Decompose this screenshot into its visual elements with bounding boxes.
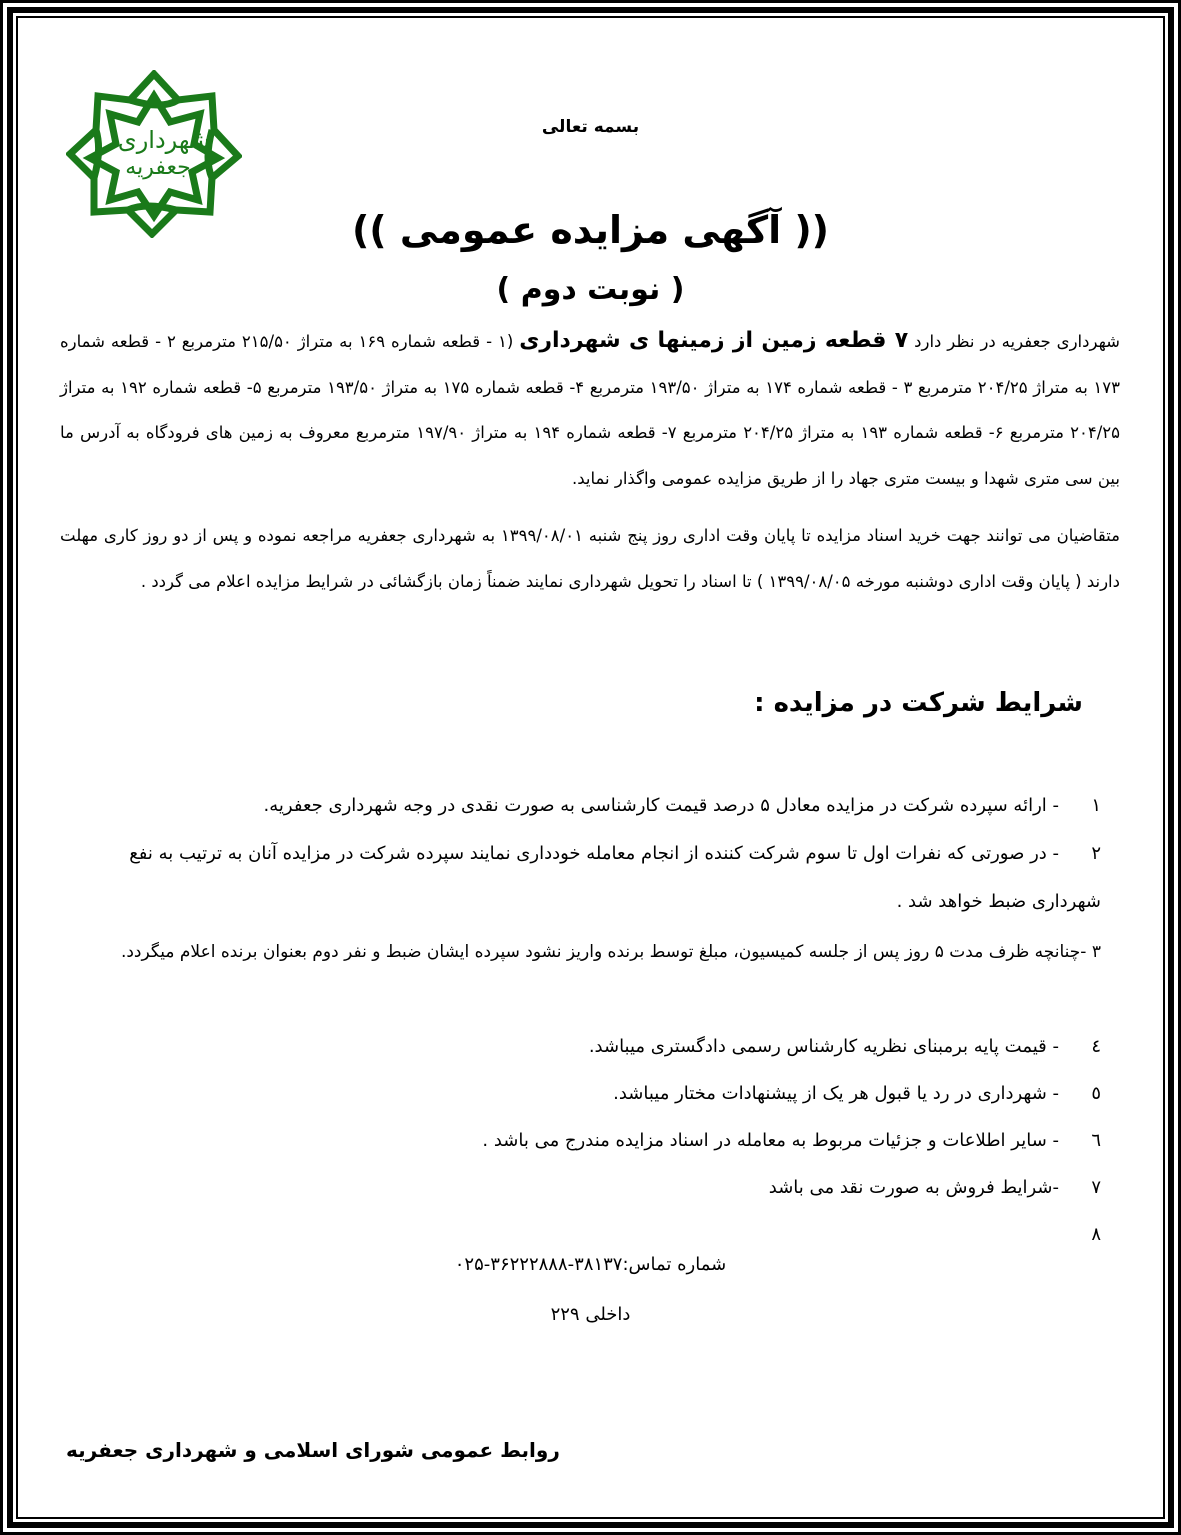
condition-text: - ارائه سپرده شرکت در مزایده معادل ۵ درصد قیمت کارشناسی به صورت نقدی در وجه شهرداری جعفریه.: [263, 795, 1059, 816]
intro-paragraph: [60, 318, 1120, 501]
condition-number: ٥: [1091, 1083, 1101, 1104]
condition-text: - شهرداری در رد یا قبول هر یک از پیشنهادات مختار میباشد.: [613, 1083, 1059, 1104]
condition-number: ۲: [1091, 843, 1101, 864]
notice-round: ( نوبت دوم ): [496, 272, 685, 307]
notice-title: (( آگهی مزایده عمومی )): [351, 208, 830, 252]
condition-number: ۳: [1091, 942, 1101, 962]
condition-item: [61, 1164, 1101, 1211]
footer-signature: روابط عمومی شورای اسلامی و شهرداری جعفریه: [66, 1438, 560, 1462]
intro-prefix: شهرداری جعفریه در نظر دارد: [908, 332, 1120, 351]
contact-phone: شماره تماس:۳۸۱۳۷-۳۶۲۲۲۸۸۸-۰۲۵: [454, 1254, 727, 1275]
intro-details: (۱ - قطعه شماره ۱۶۹ به متراژ ۲۱۵/۵۰ مترمربع ۲ - قطعه شماره ۱۷۳ به متراژ ۲۰۴/۲۵ مترمربع ۳ - قطعه شماره ۱۷۴ به متراژ ۱۹۳/۵۰ مترمربع ۴- قطعه شماره ۱۷۵ به متراژ ۱۹۳/۵۰ مترمربع ۵- قطعه شماره ۱۹۲ به متراژ ۲۰۴/۲۵ مترمربع ۶- قطعه شماره ۱۹۳ به متراژ ۲۰۴/۲۵ مترمربع ۷- قطعه شماره ۱۹۴ به متراژ ۱۹۷/۹۰ مترمربع معروف به زمین های فرودگاه به آدرس ما بین سی متری شهدا و بیست متری جهاد را از طریق مزایده عمومی واگذار نماید.: [60, 332, 1121, 488]
condition-item: [61, 928, 1101, 976]
condition-number: ۸: [1091, 1224, 1101, 1245]
condition-item: [61, 830, 1101, 926]
intro-bold-subject: ۷ قطعه زمین از زمینها ی شهرداری: [519, 328, 909, 353]
condition-number: ٦: [1091, 1130, 1101, 1151]
conditions-title: شرایط شرکت در مزایده :: [754, 688, 1083, 718]
condition-text: -چنانچه ظرف مدت ۵ روز پس از جلسه کمیسیون، مبلغ توسط برنده واریز نشود سپرده ایشان ضبط و نفر دوم بعنوان برنده اعلام میگردد.: [120, 942, 1087, 962]
condition-number: ۱: [1091, 795, 1101, 816]
contact-extension: داخلی ۲۲۹: [550, 1304, 631, 1325]
condition-text: -شرایط فروش به صورت نقد می باشد: [768, 1177, 1059, 1198]
condition-item: [61, 782, 1101, 830]
condition-item: [61, 1070, 1101, 1117]
condition-text: - قیمت پایه برمبنای نظریه کارشناس رسمی دادگستری میباشد.: [588, 1036, 1059, 1057]
condition-number: ۷: [1091, 1177, 1101, 1198]
condition-number: ٤: [1091, 1036, 1101, 1057]
condition-text: - سایر اطلاعات و جزئیات مربوط به معامله در اسناد مزایده مندرج می باشد .: [482, 1130, 1059, 1151]
conditions-list: [61, 1023, 1101, 1258]
logo-text-line1: شهرداری: [117, 126, 211, 154]
condition-text: - در صورتی که نفرات اول تا سوم شرکت کننده از انجام معامله خودداری نمایند سپرده شرکت در مزایده آنان به ترتیب به نفع شهرداری ضبط خواهد شد .: [129, 843, 1101, 912]
condition-item: [61, 1117, 1101, 1164]
condition-item: [61, 1211, 1101, 1258]
bismillah-heading: بسمه تعالی: [541, 117, 640, 137]
logo-text-line2: جعفریه: [125, 155, 191, 180]
condition-item: [61, 1023, 1101, 1070]
applicants-paragraph: متقاضیان می توانند جهت خرید اسناد مزایده تا پایان وقت اداری روز پنج شنبه ۱۳۹۹/۰۸/۰۱ به شهرداری جعفریه مراجعه نموده و پس از دو روز کاری مهلت دارند ( پایان وقت اداری دوشنبه مورخه ۱۳۹۹/۰۸/۰۵ ) تا اسناد را تحویل شهرداری نمایند ضمناً زمان بازگشائی در شرایط مزایده اعلام می گردد .: [60, 526, 1121, 591]
